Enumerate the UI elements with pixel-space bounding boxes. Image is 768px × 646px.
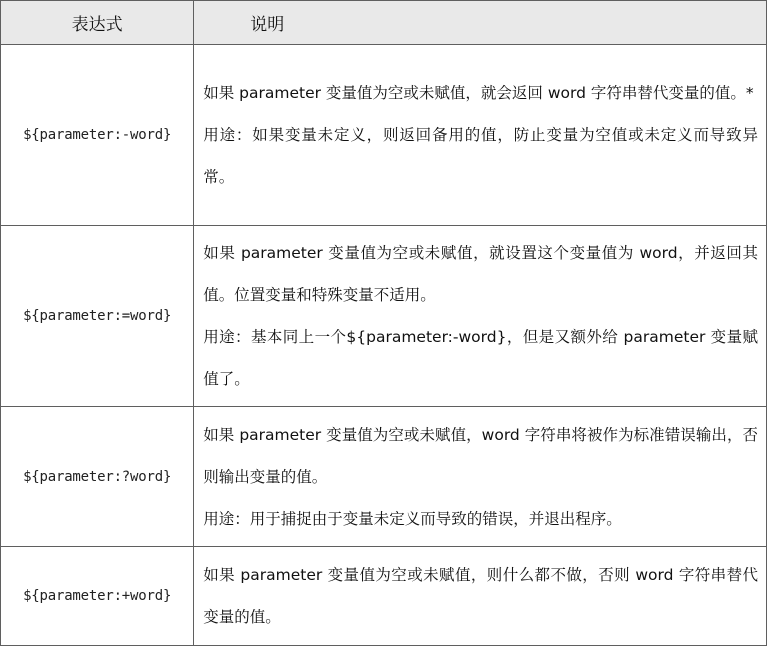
usage-text: 用途：基本同上一个${parameter:-word}，但是又额外给 parameter 变量赋值了。 xyxy=(203,328,758,388)
expression-cell: ${parameter:?word} xyxy=(1,407,194,547)
description-cell xyxy=(194,407,767,547)
usage-text: 用途：用于捕捉由于变量未定义而导致的错误，并退出程序。 xyxy=(203,509,622,528)
description-text: 如果 parameter 变量值为空或未赋值，则什么都不做，否则 word 字符串替代变量的值。 xyxy=(203,566,758,626)
description-cell xyxy=(194,547,767,646)
table-row xyxy=(1,226,767,407)
usage-text: 用途：如果变量未定义，则返回备用的值，防止变量为空值或未定义而导致异常。 xyxy=(203,126,758,186)
table-row xyxy=(1,547,767,646)
expression-cell: ${parameter:+word} xyxy=(1,547,194,646)
description-cell xyxy=(194,226,767,407)
description-text: 如果 parameter 变量值为空或未赋值，就会返回 word 字符串替代变量的值。* xyxy=(203,84,754,102)
table-header-row xyxy=(1,1,767,45)
header-expression: 表达式 xyxy=(1,1,194,45)
description-text: 如果 parameter 变量值为空或未赋值，就设置这个变量值为 word，并返回其值。位置变量和特殊变量不适用。 xyxy=(203,244,758,304)
expression-cell: ${parameter:-word} xyxy=(1,45,194,226)
table-row xyxy=(1,45,767,226)
table-row xyxy=(1,407,767,547)
expression-cell: ${parameter:=word} xyxy=(1,226,194,407)
header-description: 说明 xyxy=(194,1,767,45)
description-cell xyxy=(194,45,767,226)
description-text: 如果 parameter 变量值为空或未赋值，word 字符串将被作为标准错误输出，否则输出变量的值。 xyxy=(203,425,758,486)
